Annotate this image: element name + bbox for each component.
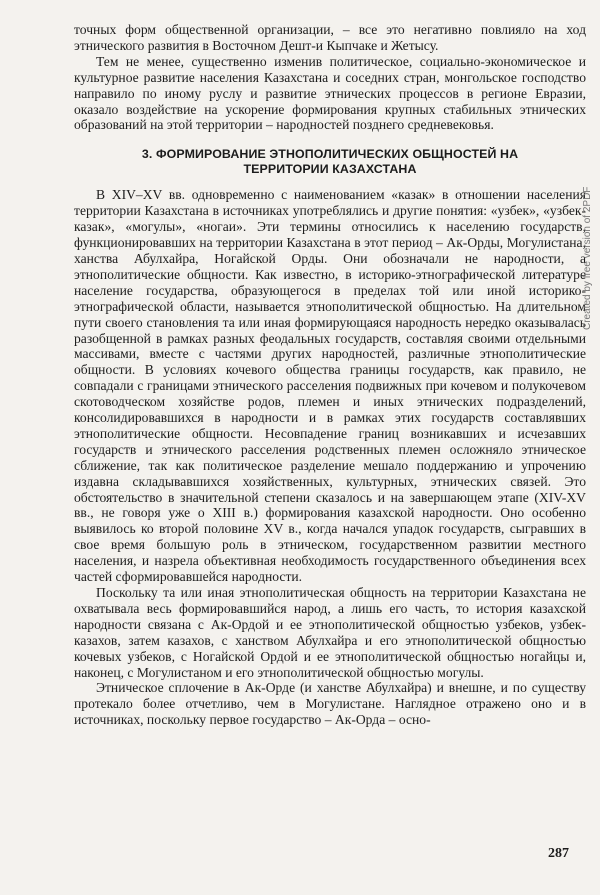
section-heading-line: 3. ФОРМИРОВАНИЕ ЭТНОПОЛИТИЧЕСКИХ ОБЩНОСТЕЙ НА xyxy=(141,147,519,162)
paragraph: Этническое сплочение в Ак-Орде (и ханстве Абулхайра) и внешне, и по существу протекало более отчетливо, чем в Могулистане. Наглядное отражено оно и в источниках, поскольку первое государство – Ак-Орда – осно- xyxy=(74,680,586,728)
watermark: Created by free version of 2PDF xyxy=(582,186,593,330)
paragraph: Поскольку та или иная этнополитическая общность на территории Казахстана не охватывала весь формировавшийся народ, а лишь его часть, то история казахской народности связана с Ак-Ордой и ее этнополитической общностью узбеков, узбек-казахов, затем казахов, с ханством Абулхайра и его этнополитической общностью кочевых узбеков, с Ногайской Ордой и ее этнополитической общностью ногайцы и, наконец, с Могулистаном и его этнополитической общностью могулы. xyxy=(74,585,586,680)
page-number: 287 xyxy=(548,846,569,861)
paragraph: Тем не менее, существенно изменив политическое, социально-экономическое и культурное развитие населения Казахстана и соседних стран, монгольское господство направило по иному руслу и развитие этнических процессов в регионе Евразии, оказало воздействие на ускорение формирования крупных стабильных этнических образований на этой территории – народностей позднего средневековья. xyxy=(74,53,586,133)
document-page xyxy=(74,22,586,728)
section-heading-line: ТЕРРИТОРИИ КАЗАХСТАНА xyxy=(243,162,417,177)
section-heading xyxy=(74,147,586,177)
paragraph: точных форм общественной организации, – все это негативно повлияло на ход этнического развития в Восточном Дешт-и Кыпчаке и Жетысу. xyxy=(74,22,586,53)
paragraph: В XIV–XV вв. одновременно с наименованием «казак» в отношении населения территории Казахстана в источниках употреблялись и другие понятия: «узбек», «узбек-казак», «могулы», «ногаи». Эти термины относились к населению государств, функционировавших на территории Казахстана в этот период – Ак-Орды, Могулистана, ханства Абулхайра, Ногайской Орды. Они обозначали не народности, а этнополитические общности. Как известно, в историко-этнографической литературе население государства, образующегося в пределах той или иной историко-этнографической области, называется этнополитической общностью. На длительном пути своего становления та или иная формирующаяся народность нередко оказывалась разобщенной в рамках разных феодальных государств, составляя своими отдельными массивами, вместе с частями других народностей, различные этнополитические общности. В условиях кочевого общества границы государств, как правило, не совпадали с границами этнического расселения подвижных при кочевом и полукочевом скотоводческом хозяйстве родов, племен и иных этнических подразделений, консолидировавшихся в народности и в рамках этих государств составлявших этнополитические общности. Несовпадение границ возникавших и исчезавших государств и этнического расселения родственных племен осложняло этническое сближение, так как политическое разделение мешало поддержанию и упрочению издавна складывавшихся хозяйственных, культурных, этнических связей. Это обстоятельство в значительной степени сказалось и на завершающем этапе (XIV-XV вв., не говоря уже о XIII в.) формирования казахской народности. Оно особенно выявилось ко второй половине XV в., когда начался упадок государств, сыгравших в свое время большую роль в этническом, государственном развитии местного населения, и назрела объективная необходимость государственного объединения всех частей сформировавшейся народности. xyxy=(74,187,586,585)
